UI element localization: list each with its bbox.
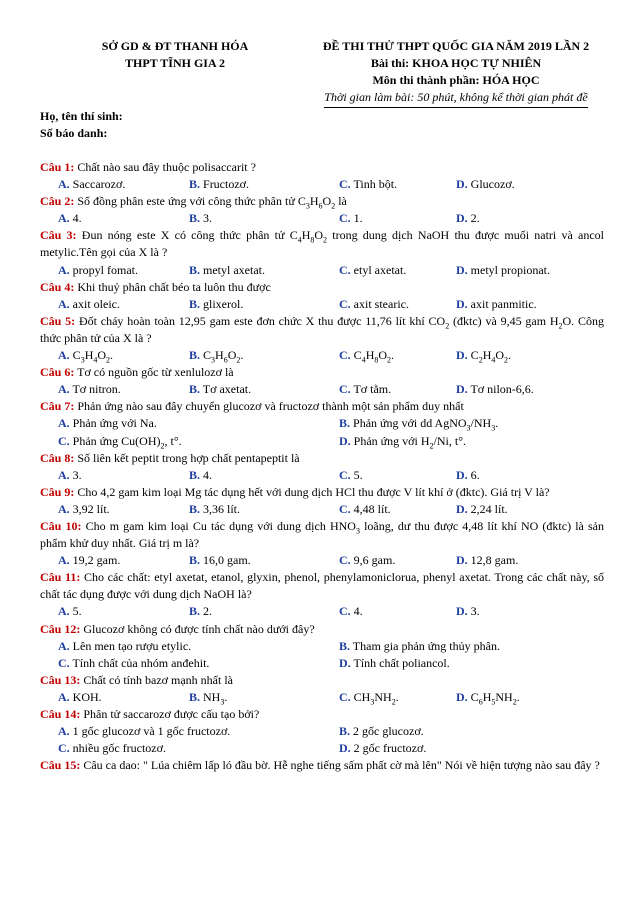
option-letter: A. — [58, 416, 70, 431]
option-letter: B. — [339, 638, 351, 653]
option-c — [339, 296, 409, 313]
option-text: $C_6H_5NH_2$. — [467, 689, 520, 707]
option-letter: D. — [456, 262, 468, 277]
option-letter: A. — [58, 604, 70, 619]
option-c — [58, 740, 166, 757]
question-text: Phản ứng nào sau đây chuyển glucozơ và fructozơ thành một sản phẩm duy nhất — [74, 399, 464, 414]
option-text: Saccarozơ. — [69, 177, 126, 192]
option-d — [456, 603, 480, 620]
option-text: glixerol. — [200, 296, 244, 311]
option-text: Tinh bột. — [350, 177, 398, 192]
option-letter: A. — [58, 296, 70, 311]
option-c — [339, 689, 399, 706]
option-a — [58, 347, 113, 364]
option-text: Fructozơ. — [200, 177, 250, 192]
candidate-info — [40, 108, 123, 142]
option-b — [339, 723, 424, 740]
option-text: 2 gốc glucozơ. — [350, 724, 424, 739]
option-d — [339, 433, 466, 450]
options-row — [40, 176, 604, 193]
option-letter: D. — [456, 553, 468, 568]
option-text: 5. — [69, 604, 82, 619]
option-a — [58, 415, 157, 432]
option-text: nhiều gốc fructozơ. — [69, 741, 166, 756]
option-text: 2,24 lít. — [467, 501, 508, 516]
question-label: Câu 9: — [40, 484, 75, 499]
options-row — [40, 638, 604, 655]
option-a — [58, 603, 82, 620]
options-row — [40, 689, 604, 706]
option-text: Phản ứng với $H_2/Ni$, t°. — [350, 433, 466, 450]
option-text: etyl axetat. — [350, 262, 407, 277]
option-c — [339, 603, 363, 620]
option-a — [58, 723, 230, 740]
question-label: Câu 10: — [40, 518, 82, 533]
option-text: 4. — [69, 211, 82, 226]
option-letter: D. — [339, 741, 351, 756]
option-text: 3. — [467, 604, 480, 619]
option-d — [456, 501, 508, 518]
option-b — [189, 501, 240, 518]
question-label: Câu 4: — [40, 279, 75, 294]
option-a — [58, 638, 191, 655]
option-letter: B. — [339, 416, 351, 431]
option-letter: A. — [58, 262, 70, 277]
option-d — [456, 262, 550, 279]
question-label: Câu 12: — [40, 621, 81, 636]
option-text: Phản ứng với Na. — [69, 416, 157, 431]
option-letter: B. — [189, 348, 201, 363]
option-letter: B. — [189, 604, 201, 619]
options-row — [40, 501, 604, 518]
options-row — [40, 603, 604, 620]
question-2 — [40, 193, 604, 210]
option-text: 1. — [350, 211, 363, 226]
option-letter: D. — [456, 604, 468, 619]
school-name: THPT TĨNH GIA 2 — [125, 56, 225, 70]
option-letter: A. — [58, 724, 70, 739]
exam-header — [296, 38, 616, 108]
question-7 — [40, 398, 604, 415]
option-text: $NH_3$. — [200, 689, 228, 707]
question-list — [40, 159, 604, 774]
option-c — [339, 467, 363, 484]
option-c — [58, 655, 209, 672]
question-text: Cho 4,2 gam kim loại Mg tác dụng hết với dung dịch HCl thu được V lít khí ở (đktc). Giá trị V là? — [74, 484, 550, 499]
question-14 — [40, 706, 604, 723]
option-a — [58, 467, 82, 484]
option-letter: B. — [189, 501, 201, 516]
option-letter: C. — [339, 501, 351, 516]
question-9 — [40, 484, 604, 501]
option-text: 3. — [200, 211, 213, 226]
option-letter: D. — [456, 348, 468, 363]
options-row — [40, 210, 604, 227]
option-b — [189, 347, 243, 364]
question-8 — [40, 450, 604, 467]
option-letter: C. — [339, 348, 351, 363]
option-text: $C_2H_4O_2$. — [467, 348, 512, 365]
option-b — [189, 467, 212, 484]
options-row — [40, 347, 604, 364]
option-letter: D. — [339, 655, 351, 670]
question-text: Glucozơ không có được tính chất nào dưới đây? — [80, 621, 315, 636]
option-text: $C_3H_6O_2$. — [200, 348, 244, 365]
question-12 — [40, 621, 604, 638]
option-text: metyl axetat. — [200, 262, 265, 277]
question-text: Cho các chất: etyl axetat, etanol, glyxin, phenol, phenylamoniclorua, phenyl axetat. Trong các chất này, số chất tác dụng được với dung dịch NaOH là? — [40, 570, 604, 602]
question-label: Câu 6: — [40, 365, 75, 380]
option-text: Glucozơ. — [467, 177, 515, 192]
option-d — [456, 381, 534, 398]
question-1 — [40, 159, 604, 176]
option-d — [456, 347, 511, 364]
option-text: $C_3H_4O_2$. — [69, 348, 114, 365]
option-b — [189, 552, 251, 569]
option-text: 9,6 gam. — [350, 553, 396, 568]
question-label: Câu 11: — [40, 570, 81, 585]
option-text: 3. — [69, 467, 82, 482]
option-text: 4. — [350, 604, 363, 619]
option-text: axit oleic. — [69, 296, 120, 311]
option-a — [58, 381, 121, 398]
option-letter: A. — [58, 553, 70, 568]
candidate-number-label: Số báo danh: — [40, 126, 108, 140]
question-label: Câu 1: — [40, 160, 75, 174]
option-c — [339, 210, 363, 227]
question-label: Câu 7: — [40, 399, 75, 414]
option-d — [456, 210, 480, 227]
option-text: Lên men tạo rượu etylic. — [69, 638, 192, 653]
question-text: Đun nóng este X có công thức phân tử $C_4H_8O_2$ trong dung dịch NaOH thu được muối natri và ancol metylic.Tên gọi của X là ? — [40, 228, 604, 260]
school-header — [60, 38, 290, 72]
option-text: 12,8 gam. — [467, 553, 519, 568]
option-b — [189, 689, 227, 706]
exam-subject-group: Bài thi: KHOA HỌC TỰ NHIÊN — [370, 56, 542, 70]
option-letter: B. — [189, 467, 201, 482]
exam-subject: Môn thi thành phần: HÓA HỌC — [372, 73, 540, 87]
option-text: Tính chất của nhóm anđehit. — [69, 655, 210, 670]
option-letter: A. — [58, 501, 70, 516]
option-text: Phản ứng $Cu(OH)_2$, t°. — [69, 433, 182, 450]
question-label: Câu 13: — [40, 672, 81, 687]
question-13 — [40, 672, 604, 689]
question-4 — [40, 279, 604, 296]
option-letter: C. — [58, 433, 70, 448]
question-3 — [40, 227, 604, 261]
candidate-name-label: Họ, tên thí sinh: — [40, 109, 123, 123]
option-text: metyl propionat. — [467, 262, 550, 277]
option-d — [339, 740, 426, 757]
option-b — [189, 381, 251, 398]
question-label: Câu 5: — [40, 313, 76, 328]
option-letter: D. — [456, 467, 468, 482]
option-letter: C. — [339, 382, 351, 397]
option-d — [339, 655, 450, 672]
option-letter: D. — [456, 177, 468, 192]
option-letter: C. — [339, 689, 351, 704]
option-text: 2. — [467, 211, 480, 226]
option-letter: C. — [339, 296, 351, 311]
option-b — [189, 176, 249, 193]
option-a — [58, 176, 125, 193]
option-text: axit stearic. — [350, 296, 409, 311]
exam-title: ĐỀ THI THỬ THPT QUỐC GIA NĂM 2019 LẦN 2 — [322, 39, 590, 53]
question-text: Chất có tính bazơ mạnh nhất là — [80, 672, 233, 687]
option-b — [339, 638, 500, 655]
option-text: 2 gốc fructozơ. — [350, 741, 427, 756]
question-11 — [40, 569, 604, 603]
option-letter: D. — [456, 296, 468, 311]
option-letter: C. — [339, 553, 351, 568]
options-row — [40, 740, 604, 757]
option-d — [456, 296, 537, 313]
options-row — [40, 415, 604, 432]
option-text: $C_4H_8O_2$. — [350, 348, 395, 365]
options-row — [40, 552, 604, 569]
question-label: Câu 2: — [40, 194, 75, 209]
option-letter: D. — [339, 433, 351, 448]
option-letter: A. — [58, 689, 70, 704]
option-text: 4,48 lít. — [350, 501, 391, 516]
option-letter: C. — [339, 211, 351, 226]
option-letter: B. — [189, 553, 201, 568]
option-letter: A. — [58, 382, 70, 397]
option-b — [189, 603, 212, 620]
question-label: Câu 8: — [40, 450, 75, 465]
option-letter: B. — [339, 724, 351, 739]
option-d — [456, 689, 520, 706]
option-letter: B. — [189, 689, 201, 704]
option-letter: A. — [58, 348, 70, 363]
option-b — [189, 296, 243, 313]
option-text: propyl fomat. — [69, 262, 138, 277]
option-letter: A. — [58, 467, 70, 482]
option-text: 4. — [200, 467, 213, 482]
option-d — [456, 552, 518, 569]
option-text: KOH. — [69, 689, 102, 704]
option-c — [58, 433, 182, 450]
option-letter: A. — [58, 211, 70, 226]
option-text: Tơ tằm. — [350, 382, 392, 397]
question-15 — [40, 757, 604, 774]
option-a — [58, 262, 138, 279]
option-text: Tơ nilon-6,6. — [467, 382, 534, 397]
option-a — [58, 689, 102, 706]
option-letter: B. — [189, 296, 201, 311]
options-row — [40, 381, 604, 398]
options-row — [40, 433, 604, 450]
department-name: SỞ GD & ĐT THANH HÓA — [101, 39, 249, 53]
option-text: 16,0 gam. — [200, 553, 251, 568]
option-c — [339, 347, 394, 364]
option-text: 5. — [350, 467, 363, 482]
option-d — [456, 467, 480, 484]
option-c — [339, 176, 397, 193]
option-c — [339, 501, 391, 518]
option-text: 3,92 lít. — [69, 501, 110, 516]
option-a — [58, 552, 120, 569]
option-c — [339, 552, 395, 569]
option-letter: A. — [58, 177, 70, 192]
question-text: Tơ có nguồn gốc từ xenlulozơ là — [74, 365, 234, 380]
option-b — [339, 415, 498, 432]
option-letter: B. — [189, 211, 201, 226]
options-row — [40, 723, 604, 740]
option-letter: D. — [456, 689, 468, 704]
question-text: Câu ca dao: " Lúa chiêm lấp ló đầu bờ. Hễ nghe tiếng sấm phất cờ mà lên" Nói về hiện tượng nào sau đây ? — [80, 758, 600, 773]
option-a — [58, 210, 82, 227]
option-letter: C. — [58, 741, 70, 756]
option-b — [189, 210, 212, 227]
exam-time: Thời gian làm bài: 50 phút, không kể thời gian phát đề — [324, 89, 587, 108]
option-d — [456, 176, 515, 193]
question-10 — [40, 518, 604, 552]
option-text: Tơ nitron. — [69, 382, 121, 397]
options-row — [40, 296, 604, 313]
question-text: Cho m gam kim loại Cu tác dụng với dung dịch $HNO_3$ loãng, dư thu được 4,48 lít khí NO (đktc) là sản phẩm khử duy nhất. Giá trị m là? — [40, 518, 604, 551]
option-text: Tính chất poliancol. — [350, 655, 450, 670]
option-text: Tham gia phản ứng thủy phân. — [350, 638, 500, 653]
option-letter: C. — [339, 177, 351, 192]
option-letter: A. — [58, 638, 70, 653]
option-text: 2. — [200, 604, 213, 619]
option-text: 6. — [467, 467, 480, 482]
option-letter: D. — [456, 211, 468, 226]
option-letter: C. — [339, 467, 351, 482]
question-text: Số liên kết peptit trong hợp chất pentapeptit là — [74, 450, 300, 465]
question-text: Chất nào sau đây thuộc polisaccarit ? — [74, 160, 256, 174]
option-a — [58, 296, 120, 313]
question-label: Câu 3: — [40, 228, 77, 243]
question-text: Đốt cháy hoàn toàn 12,95 gam este đơn chức X thu được 11,76 lít khí $CO_2$ (đktc) và 9,45 gam $H_2O$. Công thức phân tử của X là ? — [40, 313, 604, 345]
question-6 — [40, 364, 604, 381]
options-row — [40, 467, 604, 484]
option-text: 3,36 lít. — [200, 501, 241, 516]
option-b — [189, 262, 265, 279]
question-label: Câu 15: — [40, 758, 81, 773]
option-letter: D. — [456, 382, 468, 397]
question-text: Phân tử saccarozơ được cấu tạo bởi? — [80, 707, 260, 721]
option-letter: D. — [456, 501, 468, 516]
option-c — [339, 381, 391, 398]
option-text: Tơ axetat. — [200, 382, 252, 397]
question-text: Khi thuỷ phân chất béo ta luôn thu được — [74, 279, 271, 294]
options-row — [40, 262, 604, 279]
question-text: Số đồng phân este ứng với công thức phân tử $C_3H_6O_2$ là — [74, 194, 347, 211]
option-text: 19,2 gam. — [69, 553, 121, 568]
option-letter: C. — [58, 655, 70, 670]
option-letter: B. — [189, 382, 201, 397]
option-text: 1 gốc glucozơ và 1 gốc fructozơ. — [69, 724, 231, 739]
option-letter: C. — [339, 262, 351, 277]
option-letter: C. — [339, 604, 351, 619]
option-a — [58, 501, 110, 518]
option-letter: B. — [189, 177, 201, 192]
question-5 — [40, 313, 604, 347]
option-c — [339, 262, 406, 279]
option-text: Phản ứng với dd $AgNO_3/NH_3$. — [350, 416, 499, 433]
option-text: axit panmitic. — [467, 296, 537, 311]
option-text: $CH_3NH_2$. — [350, 689, 399, 707]
options-row — [40, 655, 604, 672]
question-label: Câu 14: — [40, 707, 81, 721]
option-letter: B. — [189, 262, 201, 277]
